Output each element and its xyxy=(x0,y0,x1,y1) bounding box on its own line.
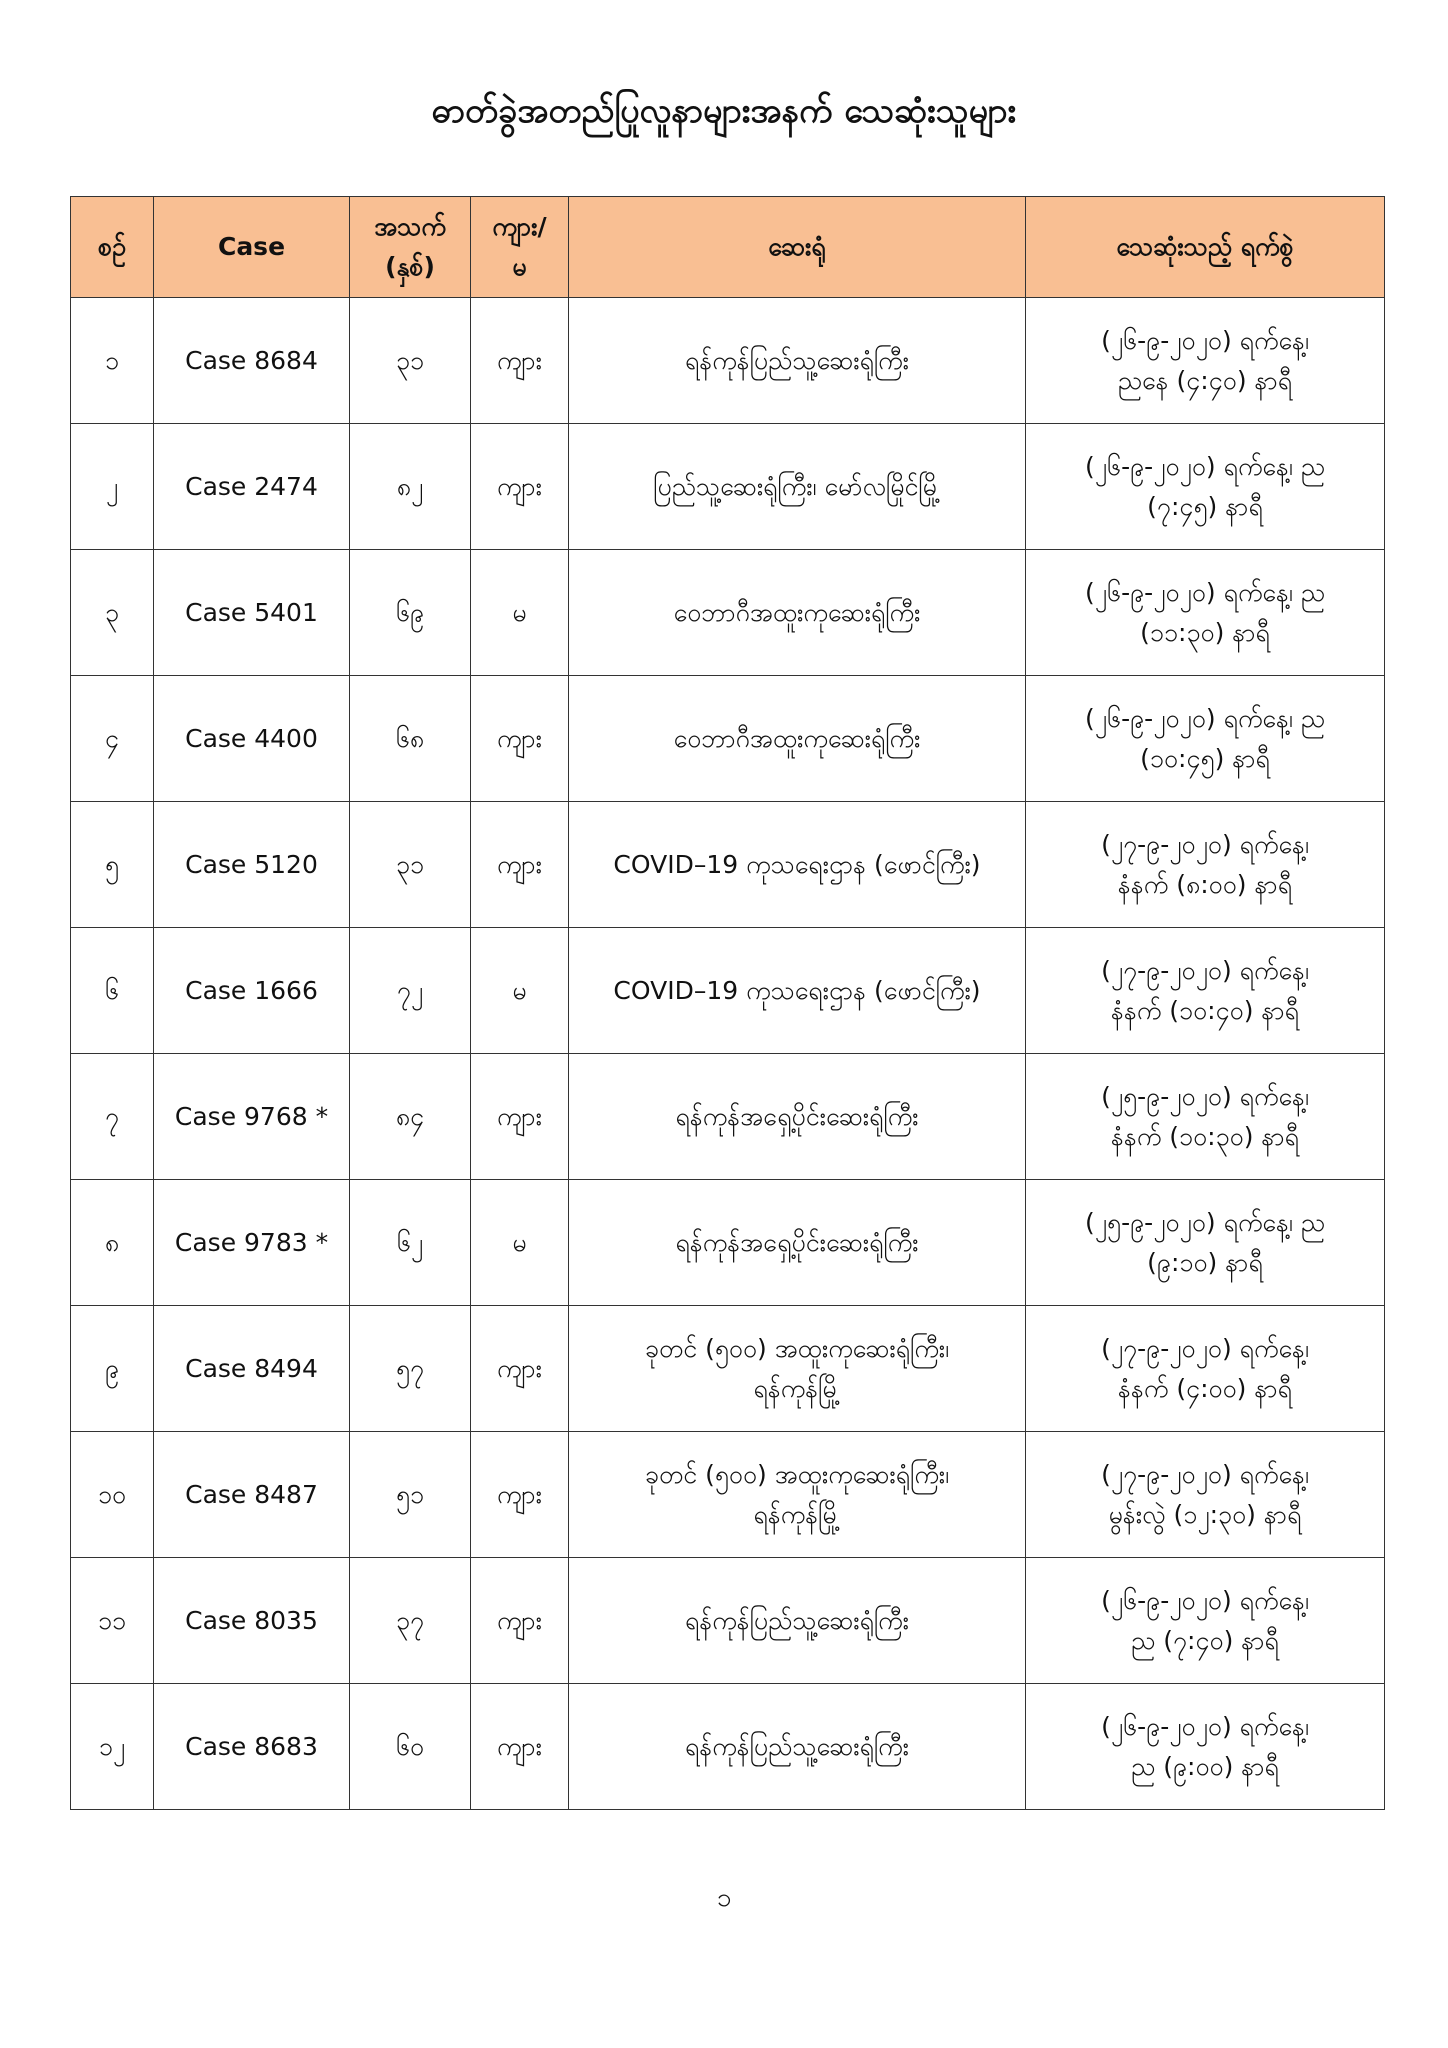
cell-date-line1: (၂၆-၉-၂၀၂၀) ရက်နေ့၊ ည xyxy=(1085,451,1325,481)
cell-age: ၃၇ xyxy=(350,1558,471,1684)
cell-hospital xyxy=(569,802,1026,928)
cell-date xyxy=(1026,1558,1385,1684)
cell-date-line1: (၂၇-၉-၂၀၂၀) ရက်နေ့၊ xyxy=(1101,829,1309,859)
header-hospital xyxy=(569,197,1026,298)
cell-date-line1: (၂၆-၉-၂၀၂၀) ရက်နေ့၊ xyxy=(1101,1585,1309,1615)
cell-date xyxy=(1026,298,1385,424)
cell-date xyxy=(1026,1432,1385,1558)
cell-age: ၆၈ xyxy=(350,676,471,802)
cell-sex: ကျား xyxy=(471,424,569,550)
cell-no: ၃ xyxy=(71,550,154,676)
cell-hospital xyxy=(569,676,1026,802)
cell-case: Case 1666 xyxy=(154,928,350,1054)
cell-date xyxy=(1026,1684,1385,1810)
deaths-table-container xyxy=(70,196,1384,1810)
cell-hospital xyxy=(569,1306,1026,1432)
cell-date xyxy=(1026,550,1385,676)
cell-hospital xyxy=(569,1558,1026,1684)
cell-hospital xyxy=(569,1684,1026,1810)
cell-age: ၆၀ xyxy=(350,1684,471,1810)
page-title: ဓာတ်ခွဲအတည်ပြုလူနာများအနက် သေဆုံးသူများ xyxy=(431,91,1017,131)
cell-case: Case 8487 xyxy=(154,1432,350,1558)
cell-date-line2: နံနက် (၄:၀၀) နာရီ xyxy=(1118,1373,1292,1403)
header-case xyxy=(154,197,350,298)
cell-date-line2: နံနက် (၈:၀၀) နာရီ xyxy=(1117,869,1293,899)
table-row xyxy=(71,1432,1385,1558)
cell-date-line2: ည (၉:၀၀) နာရီ xyxy=(1131,1751,1279,1781)
cell-age: ၃၁ xyxy=(350,298,471,424)
cell-hospital-line2: ရန်ကုန်မြို့ xyxy=(753,1499,841,1529)
cell-date xyxy=(1026,1054,1385,1180)
cell-sex: မ xyxy=(471,928,569,1054)
cell-sex: ကျား xyxy=(471,1306,569,1432)
cell-hospital-line1: ရန်ကုန်ပြည်သူ့ဆေးရုံကြီး xyxy=(685,1605,909,1635)
cell-age: ၆၂ xyxy=(350,1180,471,1306)
cell-hospital-line1: ခုတင် (၅၀၀) အထူးကုဆေးရုံကြီး၊ xyxy=(644,1459,950,1489)
cell-case: Case 5120 xyxy=(154,802,350,928)
cell-hospital xyxy=(569,550,1026,676)
cell-date xyxy=(1026,676,1385,802)
table-row xyxy=(71,1054,1385,1180)
cell-age: ၆၉ xyxy=(350,550,471,676)
cell-hospital-line1: COVID–19 ကုသရေးဌာန (ဖောင်ကြီး) xyxy=(613,975,981,1005)
header-date-label: သေဆုံးသည့် ရက်စွဲ xyxy=(1116,232,1294,261)
cell-no: ၁၁ xyxy=(71,1558,154,1684)
cell-date-line2: (၁၀:၄၅) နာရီ xyxy=(1140,743,1270,773)
cell-hospital-line1: ရန်ကုန်ပြည်သူ့ဆေးရုံကြီး xyxy=(685,345,909,375)
cell-sex: မ xyxy=(471,1180,569,1306)
cell-date-line2: ညနေ (၄:၄၀) နာရီ xyxy=(1117,365,1293,395)
header-age xyxy=(350,197,471,298)
cell-date-line1: (၂၅-၉-၂၀၂၀) ရက်နေ့၊ ည xyxy=(1085,1207,1325,1237)
cell-no: ၁၀ xyxy=(71,1432,154,1558)
table-row xyxy=(71,1306,1385,1432)
cell-hospital-line1: ရန်ကုန်အရှေ့ပိုင်းဆေးရုံကြီး xyxy=(675,1101,919,1131)
cell-date-line2: မွန်းလွဲ (၁၂:၃၀) နာရီ xyxy=(1108,1499,1302,1529)
page-number: ၁ xyxy=(716,1883,732,1913)
header-no-label: စဉ် xyxy=(98,232,126,261)
cell-sex: ကျား xyxy=(471,298,569,424)
cell-date-line1: (၂၆-၉-၂၀၂၀) ရက်နေ့၊ xyxy=(1101,1711,1309,1741)
cell-no: ၂ xyxy=(71,424,154,550)
cell-age: ၃၁ xyxy=(350,802,471,928)
cell-no: ၉ xyxy=(71,1306,154,1432)
cell-age: ၅၁ xyxy=(350,1432,471,1558)
cell-date-line1: (၂၆-၉-၂၀၂၀) ရက်နေ့၊ xyxy=(1101,325,1309,355)
cell-date-line2: ည (၇:၄၀) နာရီ xyxy=(1131,1625,1279,1655)
cell-date-line2: (၉:၁၀) နာရီ xyxy=(1147,1247,1263,1277)
header-sex-line2: မ xyxy=(512,252,527,281)
cell-case: Case 4400 xyxy=(154,676,350,802)
cell-sex: ကျား xyxy=(471,1684,569,1810)
cell-no: ၆ xyxy=(71,928,154,1054)
cell-case: Case 8683 xyxy=(154,1684,350,1810)
header-row xyxy=(71,197,1385,298)
cell-case: Case 5401 xyxy=(154,550,350,676)
header-age-line1: အသက် xyxy=(374,212,446,241)
cell-date-line2: (၇:၄၅) နာရီ xyxy=(1147,491,1263,521)
cell-sex: ကျား xyxy=(471,1054,569,1180)
cell-case: Case 8494 xyxy=(154,1306,350,1432)
cell-date-line1: (၂၆-၉-၂၀၂၀) ရက်နေ့၊ ည xyxy=(1085,703,1325,733)
cell-age: ၈၂ xyxy=(350,424,471,550)
cell-date xyxy=(1026,424,1385,550)
cell-sex: ကျား xyxy=(471,1558,569,1684)
cell-date-line1: (၂၇-၉-၂၀၂၀) ရက်နေ့၊ xyxy=(1101,1459,1309,1489)
cell-date xyxy=(1026,1180,1385,1306)
cell-hospital xyxy=(569,928,1026,1054)
cell-date-line1: (၂၅-၉-၂၀၂၀) ရက်နေ့၊ xyxy=(1101,1081,1309,1111)
table-header xyxy=(71,197,1385,298)
header-case-label: Case xyxy=(217,232,286,261)
cell-case: Case 9783 * xyxy=(154,1180,350,1306)
cell-date-line1: (၂၇-၉-၂၀၂၀) ရက်နေ့၊ xyxy=(1101,955,1309,985)
table-row xyxy=(71,676,1385,802)
cell-date xyxy=(1026,802,1385,928)
table-body xyxy=(71,298,1385,1810)
cell-date-line2: နံနက် (၁၀:၃၀) နာရီ xyxy=(1111,1121,1299,1151)
cell-hospital-line1: ခုတင် (၅၀၀) အထူးကုဆေးရုံကြီး၊ xyxy=(644,1333,950,1363)
cell-no: ၁ xyxy=(71,298,154,424)
cell-date xyxy=(1026,928,1385,1054)
cell-hospital-line1: ရန်ကုန်အရှေ့ပိုင်းဆေးရုံကြီး xyxy=(675,1227,919,1257)
cell-hospital-line1: ဝေဘာဂီအထူးကုဆေးရုံကြီး xyxy=(673,723,921,753)
header-date xyxy=(1026,197,1385,298)
table-row xyxy=(71,1684,1385,1810)
table-row xyxy=(71,424,1385,550)
header-hospital-label: ဆေးရုံ xyxy=(768,232,826,261)
table-row xyxy=(71,1180,1385,1306)
cell-date-line2: (၁၁:၃၀) နာရီ xyxy=(1140,617,1270,647)
cell-sex: ကျား xyxy=(471,676,569,802)
cell-no: ၈ xyxy=(71,1180,154,1306)
cell-date-line1: (၂၆-၉-၂၀၂၀) ရက်နေ့၊ ည xyxy=(1085,577,1325,607)
cell-hospital-line1: ရန်ကုန်ပြည်သူ့ဆေးရုံကြီး xyxy=(685,1731,909,1761)
cell-hospital xyxy=(569,298,1026,424)
deaths-table xyxy=(70,196,1385,1810)
header-sex-line1: ကျား/ xyxy=(492,212,547,241)
cell-date-line2: နံနက် (၁၀:၄၀) နာရီ xyxy=(1111,995,1299,1025)
table-row xyxy=(71,928,1385,1054)
cell-date xyxy=(1026,1306,1385,1432)
cell-sex: ကျား xyxy=(471,1432,569,1558)
cell-case: Case 8684 xyxy=(154,298,350,424)
cell-sex: ကျား xyxy=(471,802,569,928)
header-age-line2: (နှစ်) xyxy=(385,252,435,281)
header-sex xyxy=(471,197,569,298)
cell-age: ၈၄ xyxy=(350,1054,471,1180)
cell-no: ၄ xyxy=(71,676,154,802)
cell-age: ၇၂ xyxy=(350,928,471,1054)
cell-age: ၅၇ xyxy=(350,1306,471,1432)
cell-hospital xyxy=(569,1054,1026,1180)
cell-hospital-line1: COVID–19 ကုသရေးဌာန (ဖောင်ကြီး) xyxy=(613,849,981,879)
cell-case: Case 9768 * xyxy=(154,1054,350,1180)
header-no xyxy=(71,197,154,298)
table-row xyxy=(71,802,1385,928)
cell-hospital xyxy=(569,424,1026,550)
table-row xyxy=(71,550,1385,676)
cell-date-line1: (၂၇-၉-၂၀၂၀) ရက်နေ့၊ xyxy=(1101,1333,1309,1363)
cell-hospital xyxy=(569,1180,1026,1306)
cell-sex: မ xyxy=(471,550,569,676)
cell-no: ၁၂ xyxy=(71,1684,154,1810)
table-row xyxy=(71,298,1385,424)
cell-case: Case 8035 xyxy=(154,1558,350,1684)
cell-hospital-line1: ပြည်သူ့ဆေးရုံကြီး၊ မော်လမြိုင်မြို့ xyxy=(653,471,941,501)
cell-hospital-line1: ဝေဘာဂီအထူးကုဆေးရုံကြီး xyxy=(673,597,921,627)
cell-hospital xyxy=(569,1432,1026,1558)
table-row xyxy=(71,1558,1385,1684)
cell-no: ၅ xyxy=(71,802,154,928)
cell-case: Case 2474 xyxy=(154,424,350,550)
cell-no: ၇ xyxy=(71,1054,154,1180)
cell-hospital-line2: ရန်ကုန်မြို့ xyxy=(753,1373,841,1403)
